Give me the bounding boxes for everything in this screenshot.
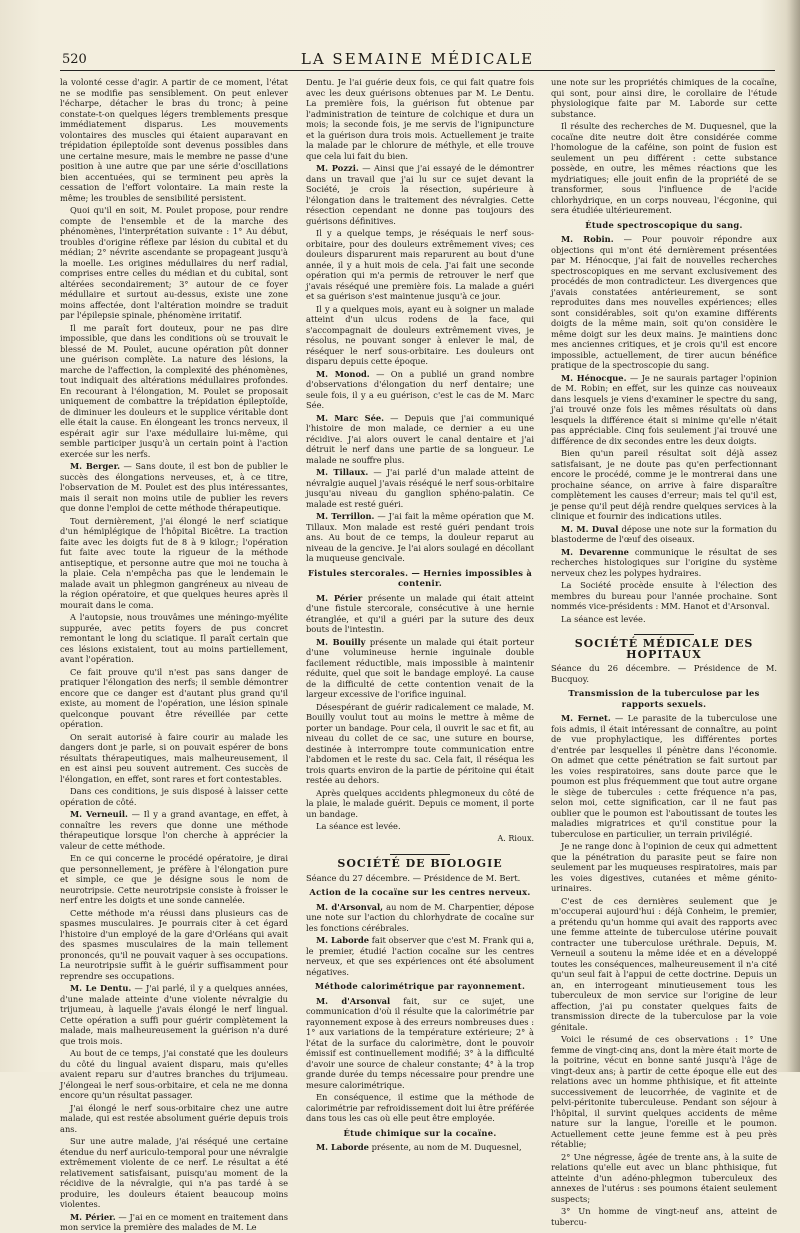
paragraph-text: Tout dernièrement, j'ai élongé le nerf sciatique d'un hémiplégique de l'hôpital Bicêtre. La traction faite avec les doigts fut de 8 à 9 kilogr.; l'opération fut faite avec toute la rigueur de la méthode antiseptique, et personne autre que moi ne toucha à la plaie. Cela n'empêcha pas que le lendemain le malade avait un phlegmon gangréneux au niveau de la région opératoire, et que quelques heures après il mourait dans le coma. [60,515,288,610]
speaker-name: M. Monod. [316,368,370,379]
paragraph [306,821,534,832]
paragraph-text: Il y a quelques mois, ayant eu à soigner un malade atteint d'un ulcus rodens de la face, qui s'accompagnait de douleurs extrêmement vives, je résolus, ne pouvant songer à enlever le mal, de réséquer le nerf sous-orbitaire. Les douleurs ont disparu depuis cette époque. [306,303,534,366]
text-column-1 [60,77,288,1232]
paragraph-text: Il y a quelque temps, je réséquais le nerf sous-orbitaire, pour des douleurs extrêmement vives; ces douleurs disparurent mais reparurent au bout d'une année, il y a huit mois de cela. J'ai fait une seconde opération qui m'a permis de retrouver le nerf que j'avais réséqué une première fois. La malade a guéri et sa guérison s'est maintenue jusqu'à ce jour. [306,228,534,301]
society-heading [306,850,534,870]
section-subheading: Fistules stercorales. — Hernies impossibles à contenir. [307,567,533,588]
paragraph [60,612,288,665]
paragraph [551,547,777,579]
paragraph-text: Il résulte des recherches de M. Duquesnel, que la cocaïne dite neutre doit être considérée comme l'homologue de la caféine, son point de fusion est seulement un peu différent : cette substance possède, en outre, les mêmes réactions que les mydriatiques; elle jouit enfin de la propriété de se transformer, sous l'influence de l'acide chlorhydrique, en un corps nouveau, l'écgonine, qui sera étudiée ultérieurement. [551,121,777,215]
page-number: 520 [62,52,87,67]
paragraph-text: — J'ai fait la même opération que M. Tillaux. Mon malade est resté guéri pendant trois ans. Au bout de ce temps, la douleur reparut au niveau de la gencive. Je l'ai alors soulagé en décollant la muqueuse gencivale. [306,511,534,563]
paragraph [551,1034,777,1150]
paragraph-text: La Société procède ensuite à l'élection des membres du bureau pour l'année prochaine. Sont nommés vice-présidents : MM. Hanot et d'Arsonval. [551,580,777,611]
society-heading-text: SOCIÉTÉ DE BIOLOGIE [337,857,503,870]
paragraph [306,637,534,700]
paragraph-text: au nom de M. Charpentier, dépose une note sur l'action du chlorhydrate de cocaïne sur les fonctions cérébrales. [306,901,534,933]
paragraph [60,1103,288,1135]
paragraph-text: — J'ai en ce moment en traitement dans mon service la première des malades de M. Le [60,1211,288,1232]
paragraph [60,1136,288,1210]
paragraph-text: dépose une note sur la formation du blastoderme de l'œuf des oiseaux. [551,523,777,544]
speaker-name: M. Hénocque. [561,372,627,383]
paragraph-text: Sur une autre malade, j'ai réséqué une certaine étendue du nerf auriculo-temporal pour une névralgie extrêmement violente de ce nerf. Le résultat a été relativement satisfaisant, puisqu'au moment de la récidive de la névralgie, qui n'a pas tardé à se produire, les douleurs étaient beaucoup moins violentes. [60,1136,288,1209]
paragraph [60,1048,288,1101]
paragraph-text: Dentu. Je l'ai guérie deux fois, ce qui fait quatre fois avec les deux guérisons obtenues par M. Le Dentu. La première fois, la guérison fut obtenue par l'administration de teinture de colchique et dura un mois; la seconde fois, je me servis de l'ignipuncture et la guérison dura trois mois. Actuellement je traite la malade par le chlorure de méthyle, et elle trouve que cela lui fait du bien. [306,77,534,161]
paragraph-text: — Depuis que j'ai communiqué l'histoire de mon malade, ce dernier a eu une récidive. J'ai alors ouvert le canal dentaire et j'ai détruit le nerf dans une partie de sa longueur. Le malade ne souffre plus. [306,412,534,465]
paragraph-text: C'est de ces dernières seulement que je m'occuperai aujourd'hui : déjà Conheim, le premier, a prétendu qu'un homme qui avait des rapports avec une femme atteinte de tuberculose utérine pouvait contracter une tuberculose uréthrale. Depuis, M. Verneuil a soutenu la même idée et en a développé toutes les conséquences, malheureusement il n'a cité qu'un seul fait à l'appui de cette doctrine. Depuis un an, en interrogeant minutieusement tous les tuberculeux de mon service sur l'origine de leur affection, j'ai pu constater quelques faits de transmission directe de la tuberculose par la voie génitale. [551,895,777,1032]
paragraph-text: présente, au nom de M. Duquesnel, [368,1142,522,1152]
speaker-name: M. M. Duval [561,523,619,534]
paragraph [551,121,777,216]
paragraph-text: — On a publié un grand nombre d'observations d'élongation du nerf dentaire; une seule fois, il y a eu guérison, c'est le cas de M. Marc Sée. [306,368,535,410]
heading-rule [390,854,450,855]
speaker-name: M. Robin. [561,234,614,244]
heading-rule [634,634,694,635]
speaker-name: M. Laborde [316,1142,369,1152]
speaker-name: M. Devarenne [561,546,629,557]
paragraph [306,996,534,1091]
paragraph [306,228,534,302]
paragraph [551,896,777,1033]
paragraph [60,323,288,460]
paragraph [60,786,288,807]
page-header [60,50,775,71]
speaker-name: M. Bouilly [316,636,366,647]
paragraph [60,667,288,730]
paragraph [60,853,288,906]
paragraph-text: Quoi qu'il en soit, M. Poulet propose, pour rendre compte de l'ensemble et de la marche des phénomènes, l'interprétation suivante : 1° Au début, troubles d'origine réflexe par lésion du cubital et du médian; 2° névrite ascendante se propageant jusqu'à la moelle. Les origines médullaires du nerf radial, comprises entre celles du médian et du cubital, sont altérées secondairement; 3° autour de ce foyer médullaire et surtout au-dessus, existe une zone moins affectée, dont l'altération moindre se traduit par l'épilepsie spinale, phénomène irritatif. [60,205,288,320]
speaker-name: M. d'Arsonval [316,995,391,1006]
speaker-name: M. Terrillon. [316,511,375,521]
paragraph-text: — Le parasite de la tuberculose une fois admis, il était intéressant de connaître, au point de vue prophylactique, les différentes portes d'entrée par lesquelles il pénètre dans l'économie. On admet que cette pénétration se fait surtout par les voies respiratoires, sans doute parce que le poumon est plus fréquemment que tout autre organe le siège de tubercules : cette fréquence n'a pas, selon moi, cette signification, car il ne faut pas oublier que le poumon est l'aboutissant de toutes les maladies migratrices et qu'il constitue pour la tuberculose en particulier, un terrain privilégié. [551,713,777,839]
paragraph-text: En conséquence, il estime que la méthode de calorimétrie par refroidissement doit lui être préférée dans tous les cas où elle peut être employée. [306,1092,534,1123]
paragraph-text: Bien qu'un pareil résultat soit déjà assez satisfaisant, je ne doute pas qu'en perfectionnant encore le procédé, comme je le montrerai dans une prochaine séance, on arrive à faire disparaître complètement les causes d'erreur; mais tel qu'il est, je pense qu'il peut déjà rendre quelques services à la clinique et fournir des indications utiles. [551,448,777,521]
paragraph-text: — Pour pouvoir répondre aux objections qui m'ont été dernièrement présentées par M. Hénocque, j'ai fait de nouvelles recherches spectroscopiques en me servant exclusivement des procédés de mon contradicteur. Les divergences que j'avais constatées antérieurement, se sont reproduites dans mes nouvelles expériences; elles sont considérables, soit qu'on examine différents doigts de la même main, soit qu'on considère le même doigt sur les deux mains. Je maintiens donc mes anciennes critiques, et je crois qu'il est encore impossible, actuellement, de tirer aucun bénéfice pratique de la spectroscopie du sang. [551,234,777,370]
speaker-name: M. Le Dentu. [70,983,132,993]
paragraph-text: Cette méthode m'a réussi dans plusieurs cas de spasmes musculaires. Je pourrais citer à cet égard l'histoire d'un employé de la gare d'Orléans qui avait des spasmes musculaires de la main tellement prononcés, qu'il ne pouvait vaquer à ses occupations. La neurotripsie suffit à le guérir suffisamment pour reprendre ses occupations. [60,907,288,981]
paragraph-text: En ce qui concerne le procédé opératoire, je dirai que personnellement, je préfère à l'élongation pure et simple, ce que je désigne sous le nom de neurotripsie. Cette neurotripsie consiste à froisser le nerf entre les doigts et une sonde cannelée. [60,853,288,905]
speaker-name: M. Tillaux. [316,467,369,477]
text-column-3 [551,77,777,1227]
paragraph-text: On serait autorisé à faire courir au malade les dangers dont je parle, si on pouvait espérer de bons résultats thérapeutiques, mais malheureusement, il en est ainsi peu souvent autrement. Ces succès de l'élongation, en effet, sont rares et fort contestables. [60,731,288,784]
session-line: Séance du 27 décembre. — Présidence de M. Bert. [306,872,521,883]
author-signature: A. Rioux. [497,833,534,843]
paragraph [306,702,534,786]
section-subheading: Méthode calorimétrique par rayonnement. [314,981,526,991]
paragraph-text: Je ne range donc à l'opinion de ceux qui admettent que la pénétration du parasite peut se faire non seulement par les muqueuses respiratoires, mais par les voies digestives, cutanées et même génito-urinaires. [551,841,777,893]
paragraph [306,1092,534,1124]
paragraph-text: — J'ai parlé, il y a quelques années, d'une malade atteinte d'une violente névralgie du trijumeau, à laquelle j'avais élongé le nerf lingual. Cette opération a suffi pour guérir complètement la malade, mais malheureusement la guérison n'a duré que trois mois. [60,983,288,1046]
paragraph-text: — Sans doute, il est bon de publier le succès des élongations nerveuses, et, à ce titre, l'observation de M. Poulet est des plus intéressantes, mais il serait non moins utile de publier les revers que donne l'emploi de cette méthode thérapeutique. [60,461,288,513]
paragraph [551,234,777,371]
paragraph-text: Dans ces conditions, je suis disposé à laisser cette opération de côté. [60,786,288,807]
text-column-2 [306,77,535,1152]
paragraph-text: présente un malade qui était atteint d'une fistule stercorale, consécutive à une hernie étranglée, et qu'il a guéri par la suture des deux bouts de l'intestin. [306,592,534,634]
paragraph-text: communique le résultat de ses recherches histologiques sur l'origine du système nerveux chez les polypes hydraires. [551,546,777,578]
paragraph-text: A l'autopsie, nous trouvâmes une méningo-myélite suppurée, avec petits foyers de pus concret remontant le long du sciatique. Il paraît certain que ces lésions existaient, tout au moins partiellement, avant l'opération. [60,612,288,664]
journal-title: LA SEMAINE MÉDICALE [300,50,535,68]
paragraph-text: la volonté cesse d'agir. A partir de ce moment, l'état ne se modifie pas sensiblement. On peut enlever l'écharpe, détacher le bras du tronc; à peine constate-t-on quelques légers tremblements presque immédiatement disparus. Les mouvements volontaires des muscles qui étaient auparavant en trépidation épileptoïde sont devenus possibles dans une certaine mesure, mais le membre ne passe d'une position à une autre que par une série d'oscillations bien accentuées, qui se terminent peu après la cessation de l'effort volontaire. La main reste la même; les troubles de sensibilité persistent. [60,77,288,203]
paragraph-text: Il me paraît fort douteux, pour ne pas dire impossible, que dans les conditions où se trouvait le blessé de M. Poulet, aucune opération pût donner une guérison complète. La nature des lésions, la marche de l'affection, la complexité des phénomènes, tout indiquait des altérations médullaires profondes. En recourant à l'élongation, M. Poulet se proposait uniquement de combattre la trépidation épileptoïde, de diminuer les douleurs et le supplice véritable dont elle était la cause. En élongeant les troncs nerveux, il espérait agir sur l'axe médullaire lui-même, qui semble participer jusqu'à un certain point à l'action exercée sur les nerfs. [60,322,288,459]
speaker-name: M. Marc Sée. [316,412,385,423]
paragraph [306,935,534,977]
paragraph-text: 3° Un homme de vingt-neuf ans, atteint de tubercu- [551,1206,777,1227]
paragraph [306,369,534,411]
paragraph [551,1152,777,1205]
speaker-name: M. Berger. [70,461,121,471]
paragraph [60,516,288,611]
speaker-name: M. Laborde [316,935,370,945]
paragraph-text: — J'ai parlé d'un malade atteint de névralgie auquel j'avais réséqué le nerf sous-orbitaire jusqu'au niveau du ganglion sphéno-palatin. Ce malade est resté guéri. [306,467,534,509]
paragraph [551,524,777,545]
section-subheading: Action de la cocaïne sur les centres nerveux. [309,887,531,897]
paragraph-text: — Je ne saurais partager l'opinion de M. Robin; en effet, sur les quinze cas nouveaux dans lesquels je viens d'examiner le spectre du sang, j'ai trouvé onze fois les mêmes résultats où dans lesquels la différence était si minime qu'elle n'était pas appréciable. Cinq fois seulement j'ai trouvé une différence de dix secondes entre les deux doigts. [551,372,777,446]
paragraph-text: La séance est levée. [561,613,646,624]
paragraph-text: Voici le résumé de ces observations : 1° Une femme de vingt-cinq ans, dont la mère était morte de la poitrine, vécut en bonne santé jusqu'à l'âge de vingt-deux ans; à partir de cette époque elle eut des relations avec un homme phthisique, et fit atteinte successivement de leucorrhée, de vaginite et de pelvi-péritonite tuberculeuse. Pendant son séjour à l'hôpital, il survint quelques accidents de même nature sur la langue, l'oreille et le poumon. Actuellement cette jeune femme est à peu près rétablie; [551,1034,777,1149]
paragraph [306,1142,534,1153]
page-edge-shadow [786,0,800,1072]
paragraph [60,205,288,321]
speaker-name: M. Périer. [70,1211,116,1222]
paragraph [60,732,288,785]
paragraph [60,77,288,203]
society-heading [551,630,777,660]
paragraph-text: fait, sur ce sujet, une communication d'où il résulte que la calorimétrie par rayonnement expose à des erreurs nombreuses dues : 1° aux variations de la température extérieure; 2° à l'état de la surface du calorimètre, dont le pouvoir émissif est continuellement modifié; 3° à la difficulté d'avoir une source de chaleur constante; 4° à la trop grande durée du temps nécessaire pour prendre une mesure calorimétrique. [306,995,535,1090]
section-subheading: Transmission de la tuberculose par les rapports sexuels. [568,688,760,709]
paragraph-text: — Ainsi que j'ai essayé de le démontrer dans un travail que j'ai lu sur ce sujet devant la Société, je crois la résection, supérieure à l'élongation dans le traitement des névralgies. Cette résection cependant ne donne pas toujours des guérisons définitives. [306,163,534,226]
paragraph [306,511,534,564]
paragraph-text: J'ai élongé le nerf sous-orbitaire chez une autre malade, qui est restée absolument guérie depuis trois ans. [60,1102,288,1134]
section-subheading: Étude spectroscopique du sang. [585,219,743,230]
paragraph [551,841,777,894]
paragraph [306,77,534,161]
paragraph [60,461,288,514]
paragraph [306,163,534,226]
paragraph [60,983,288,1046]
paragraph-text: Ce fait prouve qu'il n'est pas sans danger de pratiquer l'élongation des nerfs; il semble démontrer encore que ce danger est d'autant plus grand qu'il existe, au moment de l'opération, une lésion spinale quelconque pouvant être réveillée par cette opération. [60,666,288,729]
paragraph [551,448,777,522]
speaker-name: M. Verneuil. [70,809,128,819]
paragraph [60,908,288,982]
paragraph [551,614,777,625]
paragraph-text: Au bout de ce temps, j'ai constaté que les douleurs du côté du lingual avaient disparu, mais qu'elles avaient reparu sur d'autres branches du trijumeau. J'élongeai le nerf sous-orbitaire, et cela ne me donna encore qu'un résultat passager. [60,1048,288,1100]
paragraph-text: présente un malade qui était porteur d'une volumineuse hernie inguinale double facilement réductible, mais impossible à maintenir réduite, quel que soit le bandage employé. La cause de la difficulté de cette contention venait de la largeur excessive de l'orifice inguinal. [306,636,534,699]
paragraph-text: fait observer que c'est M. Frank qui a, le premier, étudié l'action cocaïne sur les centres nerveux, et que ses expériences ont été absolument négatives. [306,935,534,977]
speaker-name: M. Périer [316,592,363,603]
speaker-name: M. Fernet. [561,713,611,723]
paragraph [551,580,777,612]
paragraph-text: La séance est levée. [316,821,401,831]
paragraph [60,809,288,851]
speaker-name: M. Pozzi. [316,163,359,173]
paragraph-text: une note sur les propriétés chimiques de la cocaïne, qui sont, pour ainsi dire, le corollaire de l'étude physiologique faite par M. Laborde sur cette substance. [551,77,777,119]
speaker-name: M. d'Arsonval, [316,901,384,912]
paragraph-text: 2° Une négresse, âgée de trente ans, à la suite de relations qu'elle eut avec un blanc phthisique, fut atteinte d'un adéno-phlegmon tuberculeux des annexes de l'utérus : ses poumons étaient seulement suspects; [551,1151,777,1204]
session-line: Séance du 26 décembre. — Présidence de M. Bucquoy. [551,663,777,684]
society-heading-text: SOCIÉTÉ MÉDICALE DES HOPITAUX [574,637,754,661]
paragraph [60,1212,288,1233]
paragraph [551,77,777,119]
paragraph [306,413,534,466]
paragraph [306,467,534,509]
paragraph [306,788,534,820]
paragraph [306,593,534,635]
paragraph [551,1206,777,1227]
paragraph [551,373,777,447]
paragraph [551,713,777,839]
paragraph-text: Désespérant de guérir radicalement ce malade, M. Bouilly voulut tout au moins le mettre à même de porter un bandage. Pour cela, il ouvrit le sac et fit, au niveau du collet de ce sac, une suture en bourse, destinée à interrompre toute communication entre l'abdomen et le reste du sac. Cela fait, il réséqua les trois quarts environ de la partie de péritoine qui était restée au dehors. [306,701,534,785]
paragraph [306,902,534,934]
section-subheading: Étude chimique sur la cocaïne. [343,1127,497,1138]
paragraph-text: — Il y a grand avantage, en effet, à connaître les revers que donne une méthode thérapeutique lorsque l'on cherche à apprécier la valeur de cette méthode. [60,809,288,851]
paragraph [306,304,534,367]
paragraph-text: Après quelques accidents phlegmoneux du côté de la plaie, le malade guérit. Depuis ce moment, il porte un bandage. [306,787,534,819]
